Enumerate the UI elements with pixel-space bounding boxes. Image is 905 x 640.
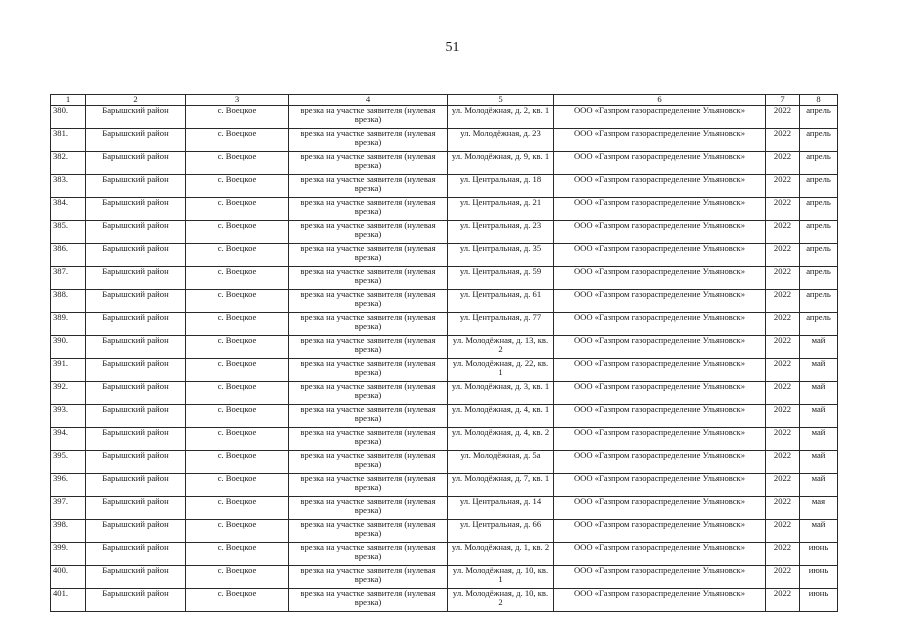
table-row [51,335,838,358]
row-number: 397. [51,496,86,519]
work-type-cell: врезка на участке заявителя (нулевая врезка) [289,197,448,220]
month-cell: апрель [800,105,838,128]
address-cell: ул. Молодёжная, д. 3, кв. 1 [448,381,554,404]
address-cell: ул. Молодёжная, д. 10, кв. 1 [448,565,554,588]
address-cell: ул. Молодёжная, д. 2, кв. 1 [448,105,554,128]
village-cell: с. Воецкое [186,519,289,542]
district-cell: Барышский район [86,358,186,381]
year-cell: 2022 [766,404,800,427]
organization-cell: ООО «Газпром газораспределение Ульяновск» [554,312,766,335]
row-number: 387. [51,266,86,289]
organization-cell: ООО «Газпром газораспределение Ульяновск» [554,266,766,289]
work-type-cell: врезка на участке заявителя (нулевая врезка) [289,128,448,151]
month-cell: апрель [800,174,838,197]
organization-cell: ООО «Газпром газораспределение Ульяновск» [554,450,766,473]
row-number: 391. [51,358,86,381]
row-number: 383. [51,174,86,197]
address-cell: ул. Центральная, д. 14 [448,496,554,519]
column-header: 5 [448,95,554,106]
table-row [51,197,838,220]
village-cell: с. Воецкое [186,565,289,588]
work-type-cell: врезка на участке заявителя (нулевая врезка) [289,358,448,381]
table-row [51,174,838,197]
organization-cell: ООО «Газпром газораспределение Ульяновск» [554,496,766,519]
year-cell: 2022 [766,381,800,404]
district-cell: Барышский район [86,519,186,542]
table-row [51,128,838,151]
column-header: 3 [186,95,289,106]
organization-cell: ООО «Газпром газораспределение Ульяновск» [554,197,766,220]
column-header: 8 [800,95,838,106]
village-cell: с. Воецкое [186,289,289,312]
row-number: 400. [51,565,86,588]
work-type-cell: врезка на участке заявителя (нулевая врезка) [289,588,448,611]
address-cell: ул. Молодёжная, д. 22, кв. 1 [448,358,554,381]
column-header: 7 [766,95,800,106]
row-number: 388. [51,289,86,312]
village-cell: с. Воецкое [186,105,289,128]
address-cell: ул. Центральная, д. 61 [448,289,554,312]
work-type-cell: врезка на участке заявителя (нулевая врезка) [289,220,448,243]
month-cell: апрель [800,243,838,266]
month-cell: апрель [800,289,838,312]
village-cell: с. Воецкое [186,128,289,151]
table-row [51,266,838,289]
table-row [51,542,838,565]
table-row [51,427,838,450]
year-cell: 2022 [766,335,800,358]
month-cell: май [800,450,838,473]
work-type-cell: врезка на участке заявителя (нулевая врезка) [289,427,448,450]
year-cell: 2022 [766,266,800,289]
address-cell: ул. Молодёжная, д. 9, кв. 1 [448,151,554,174]
work-type-cell: врезка на участке заявителя (нулевая врезка) [289,289,448,312]
year-cell: 2022 [766,174,800,197]
organization-cell: ООО «Газпром газораспределение Ульяновск» [554,565,766,588]
work-type-cell: врезка на участке заявителя (нулевая врезка) [289,174,448,197]
district-cell: Барышский район [86,473,186,496]
address-cell: ул. Центральная, д. 35 [448,243,554,266]
district-cell: Барышский район [86,289,186,312]
address-cell: ул. Центральная, д. 21 [448,197,554,220]
organization-cell: ООО «Газпром газораспределение Ульяновск» [554,358,766,381]
table-row [51,243,838,266]
page-number: 51 [445,40,460,55]
district-cell: Барышский район [86,381,186,404]
row-number: 398. [51,519,86,542]
village-cell: с. Воецкое [186,312,289,335]
row-number: 380. [51,105,86,128]
work-type-cell: врезка на участке заявителя (нулевая врезка) [289,151,448,174]
year-cell: 2022 [766,105,800,128]
address-cell: ул. Молодёжная, д. 5а [448,450,554,473]
month-cell: май [800,519,838,542]
year-cell: 2022 [766,151,800,174]
address-cell: ул. Центральная, д. 77 [448,312,554,335]
work-type-cell: врезка на участке заявителя (нулевая врезка) [289,335,448,358]
address-cell: ул. Центральная, д. 59 [448,266,554,289]
organization-cell: ООО «Газпром газораспределение Ульяновск» [554,542,766,565]
row-number: 384. [51,197,86,220]
year-cell: 2022 [766,128,800,151]
table-row [51,473,838,496]
table-row [51,289,838,312]
address-cell: ул. Молодёжная, д. 1, кв. 2 [448,542,554,565]
district-cell: Барышский район [86,588,186,611]
column-header: 1 [51,95,86,106]
village-cell: с. Воецкое [186,266,289,289]
year-cell: 2022 [766,220,800,243]
village-cell: с. Воецкое [186,404,289,427]
organization-cell: ООО «Газпром газораспределение Ульяновск» [554,128,766,151]
organization-cell: ООО «Газпром газораспределение Ульяновск» [554,404,766,427]
work-type-cell: врезка на участке заявителя (нулевая врезка) [289,312,448,335]
district-cell: Барышский район [86,335,186,358]
district-cell: Барышский район [86,266,186,289]
header-row [51,95,838,106]
year-cell: 2022 [766,243,800,266]
year-cell: 2022 [766,588,800,611]
work-type-cell: врезка на участке заявителя (нулевая врезка) [289,450,448,473]
month-cell: май [800,335,838,358]
table-row [51,312,838,335]
work-type-cell: врезка на участке заявителя (нулевая врезка) [289,381,448,404]
organization-cell: ООО «Газпром газораспределение Ульяновск» [554,243,766,266]
year-cell: 2022 [766,197,800,220]
address-cell: ул. Центральная, д. 18 [448,174,554,197]
row-number: 381. [51,128,86,151]
work-type-cell: врезка на участке заявителя (нулевая врезка) [289,266,448,289]
district-cell: Барышский район [86,312,186,335]
district-cell: Барышский район [86,404,186,427]
district-cell: Барышский район [86,450,186,473]
organization-cell: ООО «Газпром газораспределение Ульяновск» [554,427,766,450]
row-number: 393. [51,404,86,427]
work-type-cell: врезка на участке заявителя (нулевая врезка) [289,473,448,496]
year-cell: 2022 [766,565,800,588]
year-cell: 2022 [766,427,800,450]
year-cell: 2022 [766,312,800,335]
row-number: 382. [51,151,86,174]
row-number: 396. [51,473,86,496]
address-cell: ул. Молодёжная, д. 23 [448,128,554,151]
district-cell: Барышский район [86,427,186,450]
month-cell: май [800,473,838,496]
village-cell: с. Воецкое [186,427,289,450]
row-number: 395. [51,450,86,473]
column-header: 6 [554,95,766,106]
month-cell: май [800,404,838,427]
work-type-cell: врезка на участке заявителя (нулевая врезка) [289,496,448,519]
district-cell: Барышский район [86,496,186,519]
row-number: 386. [51,243,86,266]
village-cell: с. Воецкое [186,174,289,197]
village-cell: с. Воецкое [186,335,289,358]
table-row [51,358,838,381]
month-cell: мая [800,496,838,519]
row-number: 401. [51,588,86,611]
table-row [51,588,838,611]
address-cell: ул. Молодёжная, д. 13, кв. 2 [448,335,554,358]
district-cell: Барышский район [86,220,186,243]
village-cell: с. Воецкое [186,358,289,381]
address-cell: ул. Центральная, д. 66 [448,519,554,542]
registry-table [50,94,838,612]
year-cell: 2022 [766,542,800,565]
village-cell: с. Воецкое [186,588,289,611]
work-type-cell: врезка на участке заявителя (нулевая врезка) [289,542,448,565]
table-row [51,565,838,588]
village-cell: с. Воецкое [186,220,289,243]
table-row [51,404,838,427]
district-cell: Барышский район [86,105,186,128]
month-cell: июнь [800,542,838,565]
address-cell: ул. Молодёжная, д. 10, кв. 2 [448,588,554,611]
row-number: 385. [51,220,86,243]
row-number: 392. [51,381,86,404]
organization-cell: ООО «Газпром газораспределение Ульяновск» [554,381,766,404]
organization-cell: ООО «Газпром газораспределение Ульяновск» [554,151,766,174]
month-cell: май [800,358,838,381]
column-header: 2 [86,95,186,106]
address-cell: ул. Молодёжная, д. 4, кв. 2 [448,427,554,450]
work-type-cell: врезка на участке заявителя (нулевая врезка) [289,243,448,266]
year-cell: 2022 [766,519,800,542]
village-cell: с. Воецкое [186,197,289,220]
year-cell: 2022 [766,358,800,381]
village-cell: с. Воецкое [186,151,289,174]
organization-cell: ООО «Газпром газораспределение Ульяновск» [554,105,766,128]
organization-cell: ООО «Газпром газораспределение Ульяновск» [554,519,766,542]
address-cell: ул. Молодёжная, д. 4, кв. 1 [448,404,554,427]
organization-cell: ООО «Газпром газораспределение Ульяновск» [554,220,766,243]
row-number: 399. [51,542,86,565]
village-cell: с. Воецкое [186,542,289,565]
year-cell: 2022 [766,450,800,473]
month-cell: июнь [800,565,838,588]
village-cell: с. Воецкое [186,243,289,266]
organization-cell: ООО «Газпром газораспределение Ульяновск» [554,289,766,312]
address-cell: ул. Молодёжная, д. 7, кв. 1 [448,473,554,496]
month-cell: апрель [800,197,838,220]
organization-cell: ООО «Газпром газораспределение Ульяновск» [554,588,766,611]
work-type-cell: врезка на участке заявителя (нулевая врезка) [289,519,448,542]
district-cell: Барышский район [86,542,186,565]
village-cell: с. Воецкое [186,381,289,404]
district-cell: Барышский район [86,174,186,197]
row-number: 394. [51,427,86,450]
organization-cell: ООО «Газпром газораспределение Ульяновск» [554,174,766,197]
year-cell: 2022 [766,496,800,519]
district-cell: Барышский район [86,197,186,220]
village-cell: с. Воецкое [186,473,289,496]
table-row [51,450,838,473]
month-cell: май [800,427,838,450]
work-type-cell: врезка на участке заявителя (нулевая врезка) [289,565,448,588]
table-row [51,496,838,519]
village-cell: с. Воецкое [186,450,289,473]
table-row [51,105,838,128]
work-type-cell: врезка на участке заявителя (нулевая врезка) [289,105,448,128]
district-cell: Барышский район [86,243,186,266]
month-cell: апрель [800,266,838,289]
month-cell: апрель [800,128,838,151]
month-cell: май [800,381,838,404]
address-cell: ул. Центральная, д. 23 [448,220,554,243]
row-number: 390. [51,335,86,358]
year-cell: 2022 [766,473,800,496]
organization-cell: ООО «Газпром газораспределение Ульяновск» [554,335,766,358]
month-cell: апрель [800,312,838,335]
month-cell: июнь [800,588,838,611]
table-row [51,151,838,174]
district-cell: Барышский район [86,565,186,588]
year-cell: 2022 [766,289,800,312]
village-cell: с. Воецкое [186,496,289,519]
district-cell: Барышский район [86,151,186,174]
column-header: 4 [289,95,448,106]
row-number: 389. [51,312,86,335]
table-body [51,105,838,611]
work-type-cell: врезка на участке заявителя (нулевая врезка) [289,404,448,427]
organization-cell: ООО «Газпром газораспределение Ульяновск» [554,473,766,496]
table-row [51,381,838,404]
district-cell: Барышский район [86,128,186,151]
table-row [51,519,838,542]
month-cell: апрель [800,220,838,243]
table-row [51,220,838,243]
month-cell: апрель [800,151,838,174]
